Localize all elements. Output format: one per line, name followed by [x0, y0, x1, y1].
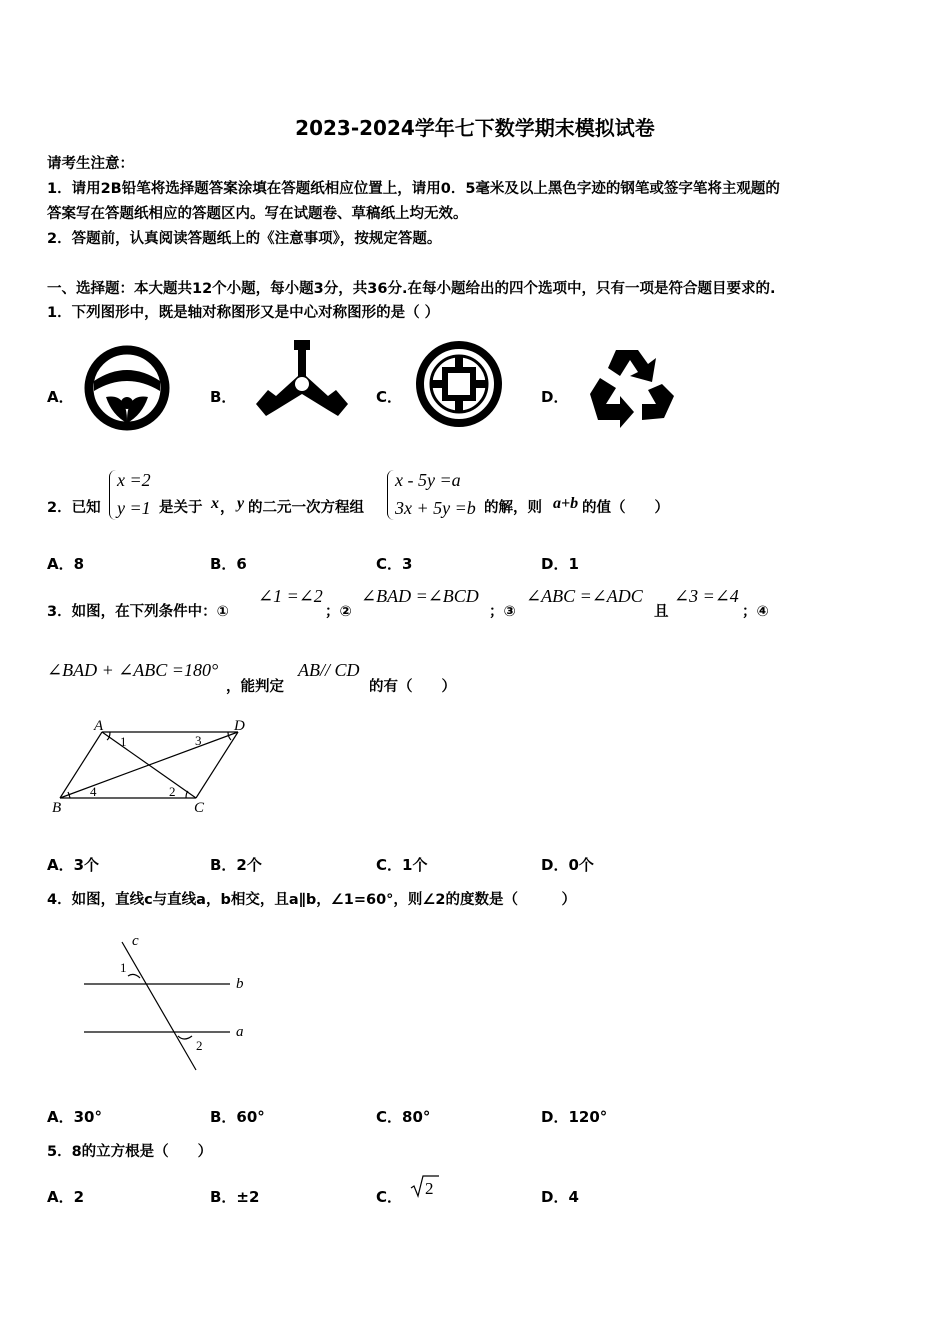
q3-label-d: D: [234, 718, 245, 734]
q1-stem: 1．下列图形中，既是轴对称图形又是中心对称图形的是（ ）: [47, 305, 440, 321]
q3-condition-2: ∠BAD =∠BCD: [361, 586, 479, 606]
q1-option-b-label: B．: [210, 388, 237, 406]
q3-condition-1: ∠1 =∠2: [258, 586, 323, 606]
q3-angle-3: 3: [195, 733, 202, 748]
q4-option-c: C．80°: [376, 1108, 431, 1126]
q2-middle-a: 是关于: [159, 500, 203, 516]
q2-system2-eq2: 3x + 5y =b: [395, 498, 476, 518]
q3-option-d: D．0个: [541, 856, 594, 874]
notice-line-2: 2．答题前，认真阅读答题纸上的《注意事项》，按规定答题。: [47, 231, 442, 247]
q3-label-a: A: [94, 718, 104, 734]
q3-parallelogram-figure: [44, 712, 254, 816]
q3-ab-parallel-cd: AB// CD: [298, 660, 360, 680]
q5-sqrt-symbol: [410, 1174, 440, 1198]
q4-option-b: B．60°: [210, 1108, 265, 1126]
q4-angle-1: 1: [120, 960, 127, 975]
page-title: 2023-2024学年七下数学期末模拟试卷: [295, 116, 655, 140]
q4-label-c: c: [132, 933, 139, 949]
q2-system1-eq1: x =2: [117, 470, 151, 490]
q3-option-a: A．3个: [47, 856, 100, 874]
q1-option-c-label: C．: [376, 388, 403, 406]
q4-stem: 4．如图，直线c与直线a，b相交，且a∥b，∠1=60°，则∠2的度数是（ ）: [47, 892, 577, 908]
q4-option-a: A．30°: [47, 1108, 102, 1126]
q2-system2-brace: [387, 470, 394, 520]
q5-sqrt-radicand: 2: [425, 1179, 434, 1198]
q1-option-c-coin-icon: [415, 340, 503, 428]
q5-option-a: A．2: [47, 1188, 85, 1206]
q3-separator-2: ；②: [325, 604, 352, 620]
q2-system1-brace: [109, 470, 116, 520]
q3-separator-4: ；④: [742, 604, 769, 620]
q2-system1-eq2: y =1: [117, 498, 151, 518]
q5-option-c: C．: [376, 1188, 403, 1206]
q4-option-d: D．120°: [541, 1108, 608, 1126]
q2-system2-eq1: x - 5y =a: [395, 470, 461, 490]
section-heading: 一、选择题：本大题共12个小题，每小题3分，共36分.在每小题给出的四个选项中，只有一项是符合题目要求的.: [47, 281, 776, 297]
q2-var-x: x: [211, 495, 219, 512]
q5-option-b: B．±2: [210, 1188, 260, 1206]
q3-condition-3: ∠ABC =∠ADC: [526, 586, 643, 606]
notice-line-1b: 答案写在答题纸相应的答题区内。写在试题卷、草稿纸上均无效。: [47, 206, 468, 222]
q3-option-c: C．1个: [376, 856, 428, 874]
q4-parallel-lines-figure: [78, 930, 258, 1074]
q3-end: 的有（ ）: [369, 679, 456, 695]
q3-and: 且: [654, 604, 669, 620]
q3-prefix: 3．如图，在下列条件中：①: [47, 604, 229, 620]
q3-option-b: B．2个: [210, 856, 262, 874]
notice-heading: 请考生注意：: [47, 156, 134, 172]
notice-line-1a: 1．请用2B铅笔将选择题答案涂填在答题纸相应位置上，请用0．5毫米及以上黑色字迹的钢笔或签字笔将主观题的: [47, 181, 780, 197]
q3-condition-4: ∠BAD + ∠ABC =180°: [47, 660, 219, 680]
q2-option-b: B．6: [210, 555, 247, 573]
q4-label-a: a: [236, 1024, 244, 1040]
q2-var-y: y: [237, 495, 245, 512]
q3-middle: ，能判定: [226, 679, 284, 695]
q4-angle-2: 2: [196, 1038, 203, 1053]
q2-prefix: 2．已知: [47, 500, 101, 516]
q3-label-b: B: [52, 800, 62, 816]
q3-separator-3: ；③: [489, 604, 516, 620]
q3-label-c: C: [194, 800, 205, 816]
q3-angle-1: 1: [120, 734, 127, 749]
q5-stem: 5．8的立方根是（ ）: [47, 1144, 213, 1160]
q1-option-d-recycle-icon: [586, 342, 678, 432]
q5-option-d: D．4: [541, 1188, 579, 1206]
q2-option-d: D．1: [541, 555, 579, 573]
q3-angle-2: 2: [169, 784, 176, 799]
q3-condition-3b: ∠3 =∠4: [674, 586, 739, 606]
q2-comma: ，: [220, 500, 235, 516]
q1-option-a-label: A．: [47, 388, 74, 406]
q1-option-a-emblem-icon: [84, 345, 170, 431]
q1-option-b-trefoil-icon: [254, 338, 350, 426]
q2-suffix-b: 的值（ ）: [582, 500, 669, 516]
q3-angle-4: 4: [90, 784, 97, 799]
q2-expression: a+b: [553, 495, 579, 512]
q2-middle-b: 的二元一次方程组: [248, 500, 364, 516]
q1-option-d-label: D．: [541, 388, 569, 406]
q2-suffix-a: 的解，则: [484, 500, 542, 516]
q2-option-c: C．3: [376, 555, 413, 573]
q2-option-a: A．8: [47, 555, 85, 573]
q4-label-b: b: [236, 976, 244, 992]
